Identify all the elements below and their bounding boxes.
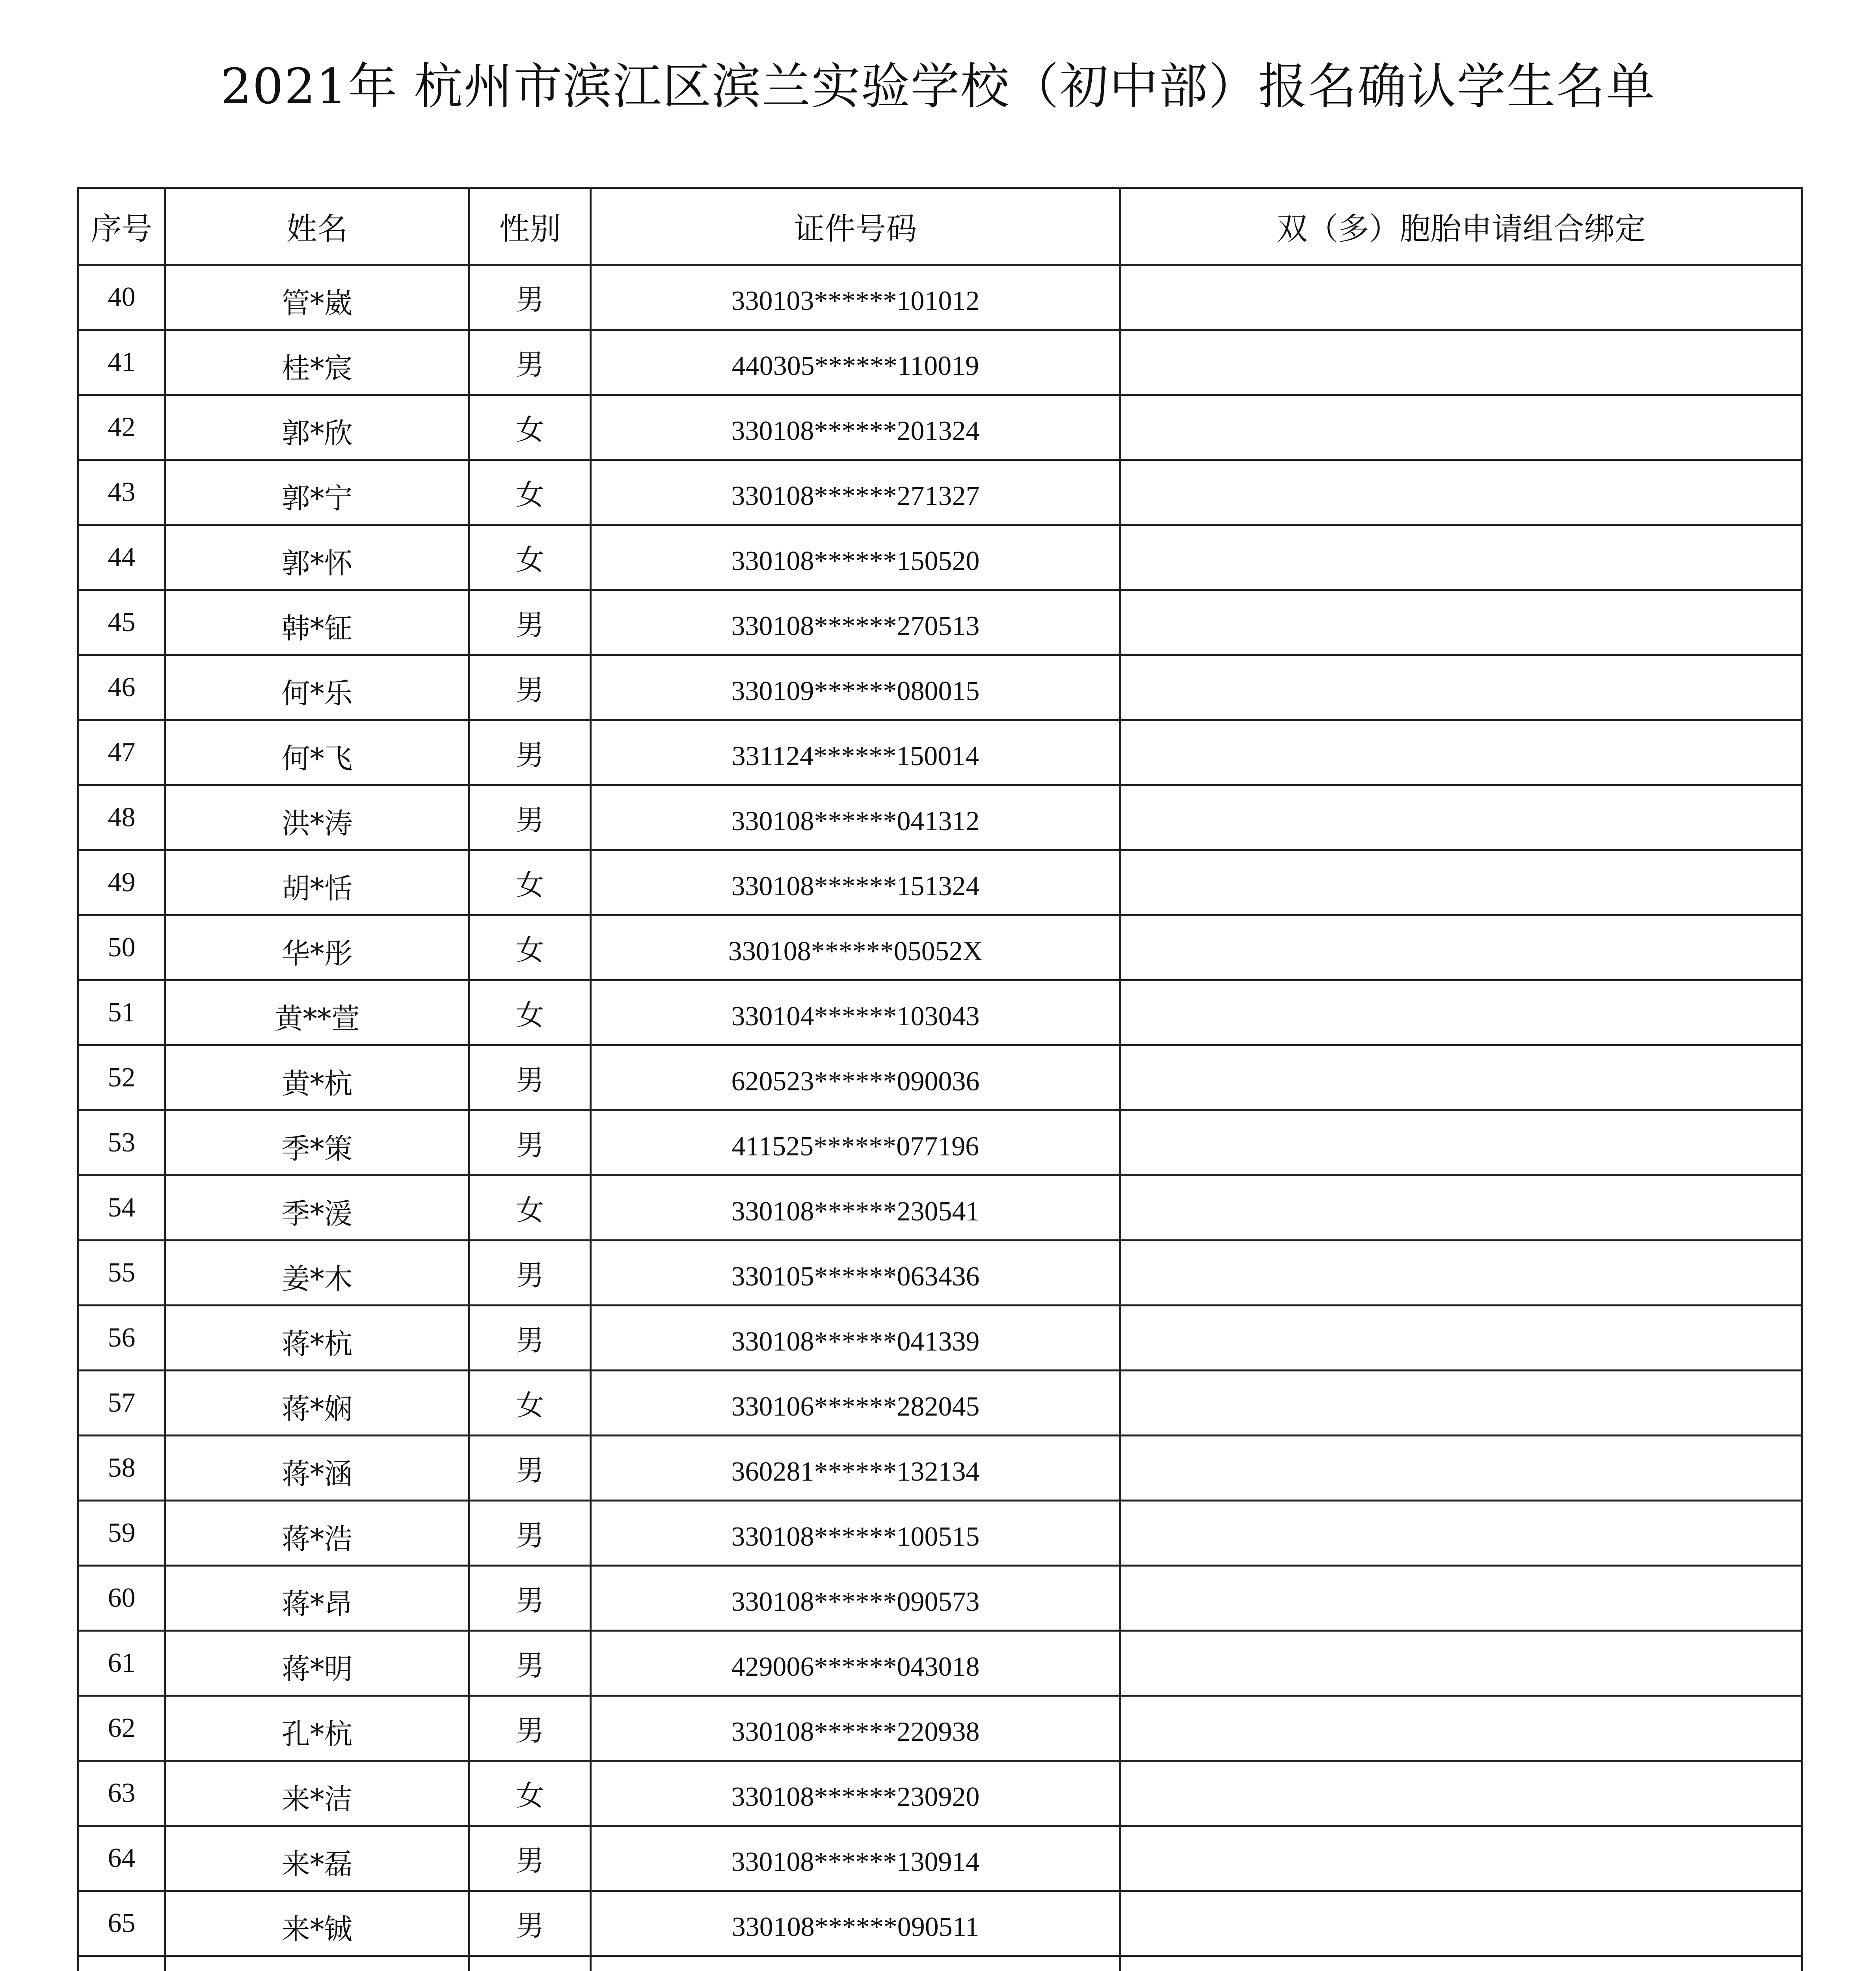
table-row — [78, 1631, 1802, 1696]
column-header-name: 姓名 — [165, 188, 469, 265]
cell-id: 330108******230920 — [591, 1761, 1120, 1826]
table-row — [78, 1501, 1802, 1566]
cell-name — [165, 1956, 469, 1971]
cell-id: 330108******201324 — [591, 395, 1120, 460]
cell-sex: 男 — [469, 1566, 591, 1631]
cell-no: 47 — [78, 720, 165, 785]
table-row — [78, 655, 1802, 720]
table-row — [78, 525, 1802, 590]
cell-id: 330108******151324 — [591, 850, 1120, 915]
cell-id: 429006******043018 — [591, 1631, 1120, 1696]
cell-no: 49 — [78, 850, 165, 915]
cell-id: 331124******150014 — [591, 720, 1120, 785]
cell-name: 蒋*杭 — [165, 1306, 469, 1371]
table-row — [78, 785, 1802, 850]
cell-name: 蒋*娴 — [165, 1371, 469, 1436]
cell-name: 华*彤 — [165, 915, 469, 980]
cell-twin-binding — [1120, 395, 1802, 460]
cell-no: 45 — [78, 590, 165, 655]
cell-no: 56 — [78, 1306, 165, 1371]
table-row — [78, 1696, 1802, 1761]
table-row — [78, 720, 1802, 785]
cell-id: 330108******100515 — [591, 1501, 1120, 1566]
cell-sex: 女 — [469, 1176, 591, 1241]
cell-twin-binding — [1120, 1501, 1802, 1566]
table-header — [78, 188, 1802, 265]
cell-twin-binding — [1120, 1956, 1802, 1971]
cell-no: 57 — [78, 1371, 165, 1436]
cell-no: 51 — [78, 980, 165, 1045]
table-row — [78, 590, 1802, 655]
cell-no: 58 — [78, 1436, 165, 1501]
cell-sex: 女 — [469, 850, 591, 915]
cell-name: 蒋*明 — [165, 1631, 469, 1696]
cell-twin-binding — [1120, 1761, 1802, 1826]
cell-id: 330108******220938 — [591, 1696, 1120, 1761]
cell-name: 来*洁 — [165, 1761, 469, 1826]
cell-sex: 男 — [469, 330, 591, 395]
cell-name: 郭*怀 — [165, 525, 469, 590]
cell-name: 郭*宁 — [165, 460, 469, 525]
cell-twin-binding — [1120, 850, 1802, 915]
cell-no: 64 — [78, 1826, 165, 1891]
cell-id: 620523******090036 — [591, 1045, 1120, 1110]
column-header-no: 序号 — [78, 188, 165, 265]
cell-sex: 女 — [469, 395, 591, 460]
cell-twin-binding — [1120, 1176, 1802, 1241]
cell-twin-binding — [1120, 330, 1802, 395]
cell-name: 蒋*浩 — [165, 1501, 469, 1566]
column-header-id: 证件号码 — [591, 188, 1120, 265]
cell-id: 330108******230541 — [591, 1176, 1120, 1241]
cell-name: 何*飞 — [165, 720, 469, 785]
cell-sex: 男 — [469, 1501, 591, 1566]
cell-twin-binding — [1120, 655, 1802, 720]
cell-no: 42 — [78, 395, 165, 460]
cell-twin-binding — [1120, 915, 1802, 980]
cell-no: 61 — [78, 1631, 165, 1696]
cell-twin-binding — [1120, 1891, 1802, 1956]
cell-id: 330103******101012 — [591, 265, 1120, 330]
cell-twin-binding — [1120, 1436, 1802, 1501]
cell-id: 330108******270513 — [591, 590, 1120, 655]
cell-name: 来*磊 — [165, 1826, 469, 1891]
cell-no: 54 — [78, 1176, 165, 1241]
cell-sex: 女 — [469, 525, 591, 590]
cell-no: 62 — [78, 1696, 165, 1761]
cell-sex: 男 — [469, 590, 591, 655]
cell-id: 330104******103043 — [591, 980, 1120, 1045]
cell-id: 411525******077196 — [591, 1110, 1120, 1176]
cell-no: 43 — [78, 460, 165, 525]
cell-twin-binding — [1120, 1696, 1802, 1761]
cell-name: 管*崴 — [165, 265, 469, 330]
table-row — [78, 1891, 1802, 1956]
cell-name: 蒋*昂 — [165, 1566, 469, 1631]
cell-no: 46 — [78, 655, 165, 720]
cell-no: 50 — [78, 915, 165, 980]
table-row — [78, 1761, 1802, 1826]
cell-id — [591, 1956, 1120, 1971]
cell-sex: 男 — [469, 1826, 591, 1891]
cell-twin-binding — [1120, 1631, 1802, 1696]
cell-sex: 女 — [469, 980, 591, 1045]
table-row — [78, 1436, 1802, 1501]
cell-sex: 男 — [469, 1891, 591, 1956]
table-row — [78, 1176, 1802, 1241]
cell-twin-binding — [1120, 265, 1802, 330]
cell-no: 53 — [78, 1110, 165, 1176]
cell-no: 59 — [78, 1501, 165, 1566]
header-row — [78, 188, 1802, 265]
cell-id: 330108******090573 — [591, 1566, 1120, 1631]
column-header-twin-binding: 双（多）胞胎申请组合绑定 — [1120, 188, 1802, 265]
cell-name: 胡*恬 — [165, 850, 469, 915]
table-row — [78, 1956, 1802, 1971]
cell-sex: 男 — [469, 1436, 591, 1501]
table-row — [78, 330, 1802, 395]
cell-name: 郭*欣 — [165, 395, 469, 460]
cell-no: 55 — [78, 1241, 165, 1306]
cell-id: 330108******150520 — [591, 525, 1120, 590]
cell-no: 44 — [78, 525, 165, 590]
table-row — [78, 1045, 1802, 1110]
table-row — [78, 980, 1802, 1045]
cell-name: 洪*涛 — [165, 785, 469, 850]
table-row — [78, 265, 1802, 330]
cell-twin-binding — [1120, 590, 1802, 655]
cell-id: 330108******271327 — [591, 460, 1120, 525]
column-header-sex: 性别 — [469, 188, 591, 265]
cell-name: 季*策 — [165, 1110, 469, 1176]
cell-sex: 男 — [469, 720, 591, 785]
cell-no: 60 — [78, 1566, 165, 1631]
cell-no — [78, 1956, 165, 1971]
cell-twin-binding — [1120, 720, 1802, 785]
cell-sex: 女 — [469, 460, 591, 525]
table-row — [78, 850, 1802, 915]
cell-sex: 男 — [469, 1696, 591, 1761]
cell-id: 440305******110019 — [591, 330, 1120, 395]
table-row — [78, 915, 1802, 980]
cell-sex — [469, 1956, 591, 1971]
cell-sex: 女 — [469, 1761, 591, 1826]
cell-twin-binding — [1120, 525, 1802, 590]
cell-name: 季*湲 — [165, 1176, 469, 1241]
cell-id: 330108******041312 — [591, 785, 1120, 850]
cell-twin-binding — [1120, 1045, 1802, 1110]
cell-name: 桂*宸 — [165, 330, 469, 395]
table-row — [78, 1371, 1802, 1436]
cell-id: 330108******090511 — [591, 1891, 1120, 1956]
cell-twin-binding — [1120, 1306, 1802, 1371]
cell-id: 330109******080015 — [591, 655, 1120, 720]
table-row — [78, 460, 1802, 525]
cell-id: 330108******130914 — [591, 1826, 1120, 1891]
table-row — [78, 1110, 1802, 1176]
cell-no: 40 — [78, 265, 165, 330]
table-row — [78, 1566, 1802, 1631]
cell-name: 黄**萱 — [165, 980, 469, 1045]
cell-id: 330106******282045 — [591, 1371, 1120, 1436]
cell-no: 41 — [78, 330, 165, 395]
table-row — [78, 1826, 1802, 1891]
cell-id: 330108******05052X — [591, 915, 1120, 980]
cell-name: 孔*杭 — [165, 1696, 469, 1761]
cell-twin-binding — [1120, 1110, 1802, 1176]
cell-twin-binding — [1120, 460, 1802, 525]
cell-twin-binding — [1120, 1566, 1802, 1631]
cell-id: 360281******132134 — [591, 1436, 1120, 1501]
cell-sex: 男 — [469, 655, 591, 720]
table-row — [78, 395, 1802, 460]
cell-name: 韩*钲 — [165, 590, 469, 655]
cell-no: 48 — [78, 785, 165, 850]
cell-sex: 男 — [469, 1110, 591, 1176]
cell-twin-binding — [1120, 1371, 1802, 1436]
cell-name: 蒋*涵 — [165, 1436, 469, 1501]
table-row — [78, 1241, 1802, 1306]
cell-name: 何*乐 — [165, 655, 469, 720]
cell-id: 330108******041339 — [591, 1306, 1120, 1371]
cell-id: 330105******063436 — [591, 1241, 1120, 1306]
page-title: 2021年 杭州市滨江区滨兰实验学校（初中部）报名确认学生名单 — [220, 58, 1656, 115]
table-row — [78, 1306, 1802, 1371]
cell-no: 52 — [78, 1045, 165, 1110]
cell-name: 来*铖 — [165, 1891, 469, 1956]
cell-twin-binding — [1120, 785, 1802, 850]
cell-name: 姜*木 — [165, 1241, 469, 1306]
table-body — [78, 265, 1802, 1971]
cell-sex: 男 — [469, 1631, 591, 1696]
cell-sex: 男 — [469, 1045, 591, 1110]
cell-sex: 男 — [469, 785, 591, 850]
cell-sex: 女 — [469, 1371, 591, 1436]
cell-name: 黄*杭 — [165, 1045, 469, 1110]
cell-sex: 男 — [469, 1306, 591, 1371]
cell-no: 65 — [78, 1891, 165, 1956]
cell-sex: 女 — [469, 915, 591, 980]
student-roster-table — [77, 187, 1803, 1971]
cell-no: 63 — [78, 1761, 165, 1826]
cell-sex: 男 — [469, 1241, 591, 1306]
cell-twin-binding — [1120, 980, 1802, 1045]
cell-twin-binding — [1120, 1826, 1802, 1891]
cell-sex: 男 — [469, 265, 591, 330]
cell-twin-binding — [1120, 1241, 1802, 1306]
